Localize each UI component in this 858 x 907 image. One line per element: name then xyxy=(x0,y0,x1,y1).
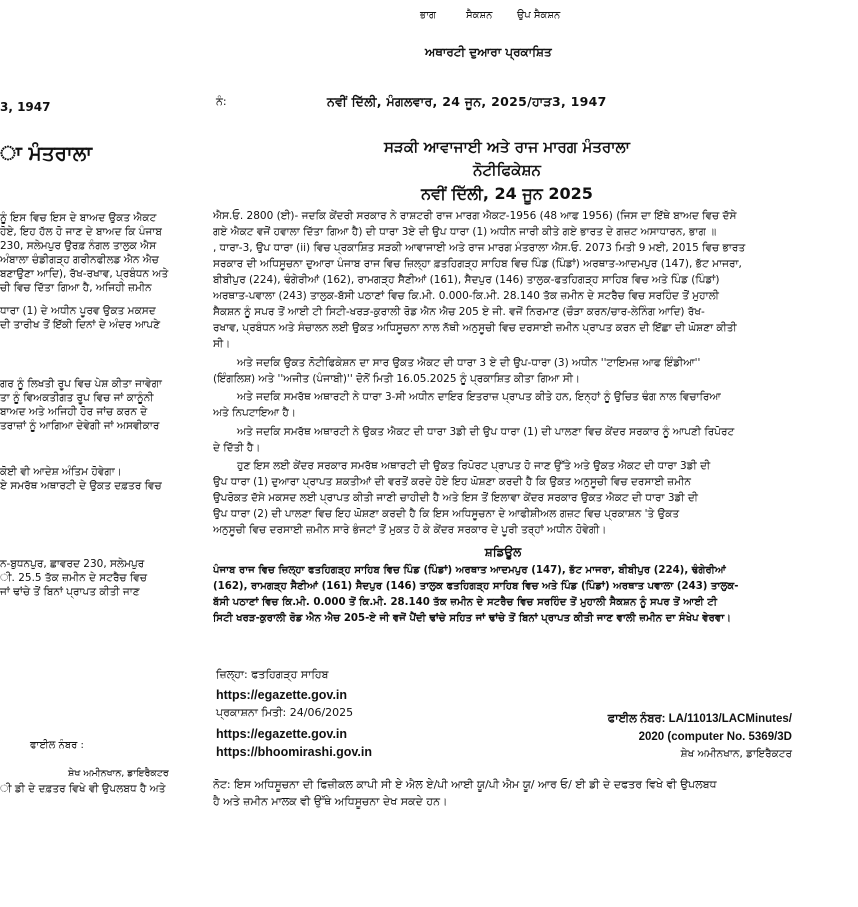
left-year: 3, 1947 xyxy=(0,100,51,114)
published-by: ਅਥਾਰਟੀ ਦੁਆਰਾ ਪ੍ਰਕਾਸ਼ਿਤ xyxy=(425,45,552,59)
left-bottom-fragment: ੀ ਡੀ ਦੇ ਦਫ਼ਤਰ ਵਿਖੇ ਵੀ ਉਪਲਬਧ ਹੈ ਅਤੇ xyxy=(0,783,166,795)
left-text-block-3: ਗਰ ਨੂੰ ਲਿਖਤੀ ਰੂਪ ਵਿਚ ਪੇਸ਼ ਕੀਤਾ ਜਾਵੇਗਾ ਤਾ ਨੂੰ ਵਿਅਕਤੀਗਤ ਰੂਪ ਵਿਚ ਜਾਂ ਕਾਨੂੰਨੀ ਬਾਅਦ ਅਤੇ ਅਜਿਹੀ ਹੋਰ ਜਾਂਚ ਕਰਨ ਦੇ ਤਰਾਜ਼ਾਂ ਨੂੰ ਆਗਿਆ ਦੇਵੇਗੀ ਜਾਂ ਅਸਵੀਕਾਰ xyxy=(0,378,162,432)
bhoomirashi-link[interactable]: https://bhoomirashi.gov.in xyxy=(216,745,373,759)
notice-paragraph-2: ਅਤੇ ਜਦਕਿ ਉਕਤ ਨੋਟੀਫਿਕੇਸ਼ਨ ਦਾ ਸਾਰ ਉਕਤ ਐਕਟ ਦੀ ਧਾਰਾ 3 ਏ ਦੀ ਉਪ-ਧਾਰਾ (3) ਅਧੀਨ ''ਟਾਇਮਜ਼ ਆਫ ਇੰਡੀਆ'' (ਇੰਗਲਿਸ਼) ਅਤੇ ''ਅਜੀਤ (ਪੰਜਾਬੀ)'' ਦੋਨੋਂ ਮਿਤੀ 16.05.2025 ਨੂੰ ਪ੍ਰਕਾਸ਼ਿਤ ਕੀਤਾ ਗਿਆ ਸੀ। xyxy=(213,357,701,385)
schedule-text: ਪੰਜਾਬ ਰਾਜ ਵਿਚ ਜ਼ਿਲ੍ਹਾ ਫਤਹਿਗੜ੍ਹ ਸਾਹਿਬ ਵਿਚ ਪਿੰਡ (ਪਿੰਡਾਂ) ਅਰਥਾਤ ਆਦਮਪੁਰ (147), ਭੱਟ ਮਾਜਰਾ, ਬੀਬੀਪੁਰ (224), ਢੰਗੇਰੀਆਂ (162), ਰਾਮਗੜ੍ਹ ਸੈਣੀਆਂ (161) ਸੈਦਪੁਰ (146) ਤਾਲੁਕ ਫਤਹਿਗੜ੍ਹ ਸਾਹਿਬ ਵਿਚ ਅਤੇ ਪਿੰਡ (ਪਿੰਡਾਂ) ਅਰਥਾਤ ਪਵਾਲਾ (243) ਤਾਲੁਕ- ਬੱਸੀ ਪਠਾਣਾਂ ਵਿਚ ਕਿ.ਮੀ. 0.000 ਤੋਂ ਕਿ.ਮੀ. 28.140 ਤੱਕ ਜ਼ਮੀਨ ਦੇ ਸਟਰੈਚ ਵਿਚ ਸਰਹਿੰਦ ਤੋਂ ਮੁਹਾਲੀ ਸੈਕਸ਼ਨ ਨੂੰ ਸਪਰ ਤੋਂ ਆਈ ਟੀ ਸਿਟੀ ਖਰੜ-ਕੁਰਾਲੀ ਰੋਡ ਐਨ ਐਚ 205-ਏ ਜੀ ਵਜੋਂ ਪੈਂਦੀ ਢਾਂਚੇ ਸਹਿਤ ਜਾਂ ਢਾਂਚੇ ਤੋਂ ਬਿਨਾਂ ਪ੍ਰਾਪਤ ਕੀਤੀ ਜਾਣ ਵਾਲੀ ਜ਼ਮੀਨ ਦਾ ਸੰਖੇਪ ਵੇਰਵਾ। xyxy=(213,565,739,624)
left-text-block-1: ਨੂੰ ਇਸ ਵਿਚ ਇਸ ਦੇ ਬਾਅਦ ਉਕਤ ਐਕਟ ਹੋਏ, ਇਹ ਹੱਲ ਹੋ ਜਾਣ ਦੇ ਬਾਅਦ ਕਿ ਪੰਜਾਬ 230, ਸਲੇਮਪੁਰ ਉਰਫ਼ ਨੰਗਲ ਤਾਲੁਕ ਐਸ ਅੰਬਾਲਾ ਚੰਡੀਗੜ੍ਹ ਗਰੀਨਫੀਲਡ ਐਨ ਐਚ ਬਣਾਉਣਾ ਆਦਿ), ਰੱਖ-ਰਖਾਵ, ਪ੍ਰਬੰਧਨ ਅਤੇ ਚੀ ਵਿਚ ਦਿੱਤਾ ਗਿਆ ਹੈ, ਅਜਿਹੀ ਜ਼ਮੀਨ xyxy=(0,212,169,294)
number-label: ਨੰ: xyxy=(216,95,227,108)
notice-ministry: ਸੜਕੀ ਆਵਾਜਾਈ ਅਤੇ ਰਾਜ ਮਾਰਗ ਮੰਤਰਾਲਾ xyxy=(384,138,630,156)
notice-paragraph-1: ਐਸ.ਓ. 2800 (ਈ)- ਜਦਕਿ ਕੇਂਦਰੀ ਸਰਕਾਰ ਨੇ ਰਾਸ਼ਟਰੀ ਰਾਜ ਮਾਰਗ ਐਕਟ-1956 (48 ਆਫ 1956) (ਜਿਸ ਦਾ ਇੱਥੇ ਬਾਅਦ ਵਿਚ ਦੱਸੇ ਗਏ ਐਕਟ ਵਜੋਂ ਹਵਾਲਾ ਦਿੱਤਾ ਗਿਆ ਹੈ) ਦੀ ਧਾਰਾ 3ਏ ਦੀ ਉਪ ਧਾਰਾ (1) ਅਧੀਨ ਜਾਰੀ ਕੀਤੇ ਗਏ ਭਾਰਤ ਦੇ ਗਜ਼ਟ ਅਸਾਧਾਰਨ, ਭਾਗ ॥ , ਧਾਰਾ-3, ਉਪ ਧਾਰਾ (ii) ਵਿਚ ਪ੍ਰਕਾਸ਼ਿਤ ਸੜਕੀ ਆਵਾਜਾਈ ਅਤੇ ਰਾਜ ਮਾਰਗ ਮੰਤਰਾਲਾ ਐਸ.ਓ. 2073 ਮਿਤੀ 9 ਮਈ, 2015 ਵਿਚ ਭਾਰਤ ਸਰਕਾਰ ਦੀ ਅਧਿਸੂਚਨਾ ਦੁਆਰਾ ਪੰਜਾਬ ਰਾਜ ਵਿਚ ਜ਼ਿਲ੍ਹਾ ਫ਼ਤਹਿਗੜ੍ਹ ਸਾਹਿਬ ਵਿਚ ਪਿੰਡ (ਪਿੰਡਾਂ) ਅਰਥਾਤ-ਆਦਮਪੁਰ (147), ਭੱਟ ਮਾਜਰਾ, ਬੀਬੀਪੁਰ (224), ਢੰਗੇਰੀਆਂ (162), ਰਾਮਗੜ੍ਹ ਸੈਣੀਆਂ (161), ਸੈਦਪੁਰ (146) ਤਾਲੁਕ-ਫਤਹਿਗੜ੍ਹ ਸਾਹਿਬ ਵਿਚ ਅਤੇ ਪਿੰਡ (ਪਿੰਡਾਂ) ਅਰਥਾਤ-ਪਵਾਲਾ (243) ਤਾਲੁਕ-ਬੱਸੀ ਪਠਾਣਾਂ ਵਿਚ ਕਿ.ਮੀ. 0.000-ਕਿ.ਮੀ. 28.140 ਤੱਕ ਜ਼ਮੀਨ ਦੇ ਸਟਰੈਚ ਵਿਚ ਸਰਹਿੰਦ ਤੋਂ ਮੁਹਾਲੀ ਸੈਕਸ਼ਨ ਨੂੰ ਸਪਰ ਤੋਂ ਆਈ ਟੀ ਸਿਟੀ-ਖਰੜ-ਕੁਰਾਲੀ ਰੋਡ ਐਨ ਐਚ 205 ਏ ਜੀ. ਵਜੋਂ ਨਿਰਮਾਣ (ਚੌੜਾ ਕਰਨ/ਚਾਰ-ਲੇਨਿੰਗ ਆਦਿ) ਰੱਖ- ਰਖਾਵ, ਪ੍ਰਬੰਧਨ ਅਤੇ ਸੰਚਾਲਨ ਲਈ ਉਕਤ ਅਧਿਸੂਚਨਾ ਨਾਲ ਨੱਥੀ ਅਨੁਸੂਚੀ ਵਿਚ ਦਰਸਾਈ ਜ਼ਮੀਨ ਪ੍ਰਾਪਤ ਕਰਨ ਦੀ ਇੱਛਾ ਦੀ ਘੋਸ਼ਣਾ ਕੀਤੀ ਸੀ। xyxy=(213,210,746,350)
notice-place-date: ਨਵੀਂ ਦਿੱਲੀ, 24 ਜੂਨ 2025 xyxy=(421,184,593,203)
left-text-block-4: ਕੋਈ ਵੀ ਆਦੇਸ਼ ਅੰਤਿਮ ਹੋਵੇਗਾ। ਏ ਸਮਰੱਥ ਅਥਾਰਟੀ ਦੇ ਉਕਤ ਦਫ਼ਤਰ ਵਿਚ xyxy=(0,466,162,492)
footnote: ਨੋਟ: ਇਸ ਅਧਿਸੂਚਨਾ ਦੀ ਫਿਜ਼ੀਕਲ ਕਾਪੀ ਸੀ ਏ ਐਲ ਏ/ਪੀ ਆਈ ਯੂ/ਪੀ ਐਮ ਯੂ/ ਆਰ ਓ/ ਈ ਡੀ ਦੇ ਦਫਤਰ ਵਿਖੇ ਵੀ ਉਪਲਬਧ ਹੈ ਅਤੇ ਜ਼ਮੀਨ ਮਾਲਕ ਵੀ ਉੱਥੇ ਅਧਿਸੂਚਨਾ ਦੇਖ ਸਕਦੇ ਹਨ। xyxy=(213,778,717,808)
file-number-line-2: 2020 (computer No. 5369/3D xyxy=(638,731,792,743)
file-number-line-1: ਫਾਈਲ ਨੰਬਰ: LA/11013/LACMinutes/ xyxy=(607,713,792,725)
left-file-label: ਫਾਈਲ ਨੰਬਰ : xyxy=(30,740,84,751)
issue-date-line: ਨਵੀਂ ਦਿੱਲੀ, ਮੰਗਲਵਾਰ, 24 ਜੂਨ, 2025/ਹਾੜ3, 1947 xyxy=(327,94,607,109)
publication-date: ਪ੍ਰਕਾਸ਼ਨਾ ਮਿਤੀ: 24/06/2025 xyxy=(216,706,354,719)
left-signer: ਸ਼ੇਖ ਅਮੀਨਖਾਨ, ਡਾਇਰੈਕਟਰ xyxy=(68,768,169,779)
header-section: ਸੈਕਸ਼ਨ xyxy=(466,10,493,21)
district-label: ਜ਼ਿਲ੍ਹਾ: ਫਤਹਿਗੜ੍ਹ ਸਾਹਿਬ xyxy=(216,668,329,681)
egazette-link-1[interactable]: https://egazette.gov.in xyxy=(216,688,348,702)
left-ministry-title: ਾ ਮੰਤਰਾਲਾ xyxy=(0,141,93,165)
header-part: ਭਾਗ xyxy=(420,10,436,21)
schedule-heading: ਸ਼ਡਿਊਲ xyxy=(484,545,522,559)
header-subsection: ਉਪ ਸੈਕਸ਼ਨ xyxy=(517,10,561,21)
notice-title: ਨੋਟੀਫਿਕੇਸ਼ਨ xyxy=(473,161,541,179)
notice-paragraph-4: ਅਤੇ ਜਦਕਿ ਸਮਰੱਥ ਅਥਾਰਟੀ ਨੇ ਉਕਤ ਐਕਟ ਦੀ ਧਾਰਾ 3ਡੀ ਦੀ ਉਪ ਧਾਰਾ (1) ਦੀ ਪਾਲਣਾ ਵਿਚ ਕੇਂਦਰ ਸਰਕਾਰ ਨੂੰ ਆਪਣੀ ਰਿਪੋਰਟ ਦੇ ਦਿੱਤੀ ਹੈ। xyxy=(213,426,735,454)
notice-paragraph-3: ਅਤੇ ਜਦਕਿ ਸਮਰੱਥ ਅਥਾਰਟੀ ਨੇ ਧਾਰਾ 3-ਸੀ ਅਧੀਨ ਦਾਇਰ ਇਤਰਾਜ਼ ਪ੍ਰਾਪਤ ਕੀਤੇ ਹਨ, ਇਨ੍ਹਾਂ ਨੂੰ ਉਚਿਤ ਢੰਗ ਨਾਲ ਵਿਚਾਰਿਆ ਅਤੇ ਨਿਪਟਾਇਆ ਹੈ। xyxy=(213,391,721,419)
notice-paragraph-5: ਹੁਣ ਇਸ ਲਈ ਕੇਂਦਰ ਸਰਕਾਰ ਸਮਰੱਥ ਅਥਾਰਟੀ ਦੀ ਉਕਤ ਰਿਪੋਰਟ ਪ੍ਰਾਪਤ ਹੋ ਜਾਣ ਉੱਤੇ ਅਤੇ ਉਕਤ ਐਕਟ ਦੀ ਧਾਰਾ 3ਡੀ ਦੀ ਉਪ ਧਾਰਾ (1) ਦੁਆਰਾ ਪ੍ਰਾਪਤ ਸ਼ਕਤੀਆਂ ਦੀ ਵਰਤੋਂ ਕਰਦੇ ਹੋਏ ਇਹ ਘੋਸ਼ਣਾ ਕਰਦੀ ਹੈ ਕਿ ਉਕਤ ਅਨੁਸੂਚੀ ਵਿਚ ਦਰਸਾਈ ਜ਼ਮੀਨ ਉਪਰੋਕਤ ਦੱਸੇ ਮਕਸਦ ਲਈ ਪ੍ਰਾਪਤ ਕੀਤੀ ਜਾਣੀ ਚਾਹੀਦੀ ਹੈ ਅਤੇ ਇਸ ਤੋਂ ਇਲਾਵਾ ਕੇਂਦਰ ਸਰਕਾਰ ਉਕਤ ਐਕਟ ਦੀ ਧਾਰਾ 3ਡੀ ਦੀ ਉਪ ਧਾਰਾ (2) ਦੀ ਪਾਲਣਾ ਵਿਚ ਇਹ ਘੋਸ਼ਣਾ ਕਰਦੀ ਹੈ ਕਿ ਇਸ ਅਧਿਸੂਚਨਾ ਦੇ ਆਫੀਸ਼ੀਅਲ ਗਜ਼ਟ ਵਿਚ ਪ੍ਰਕਾਸ਼ਨ 'ਤੇ ਉਕਤ ਅਨੁਸੂਚੀ ਵਿਚ ਦਰਸਾਈ ਜ਼ਮੀਨ ਸਾਰੇ ਭੰਜਟਾਂ ਤੋਂ ਮੁਕਤ ਹੋ ਕੇ ਕੇਂਦਰ ਸਰਕਾਰ ਦੇ ਪੂਰੀ ਤਰ੍ਹਾਂ ਅਧੀਨ ਹੋਵੇਗੀ। xyxy=(213,460,711,536)
signer-name: ਸ਼ੇਖ ਅਮੀਨਖਾਨ, ਡਾਇਰੈਕਟਰ xyxy=(680,748,792,760)
egazette-link-2[interactable]: https://egazette.gov.in xyxy=(216,727,348,741)
left-text-block-5: ਨ-ਬੁਧਨਪੁਰ, ਛਾਵਰਦ 230, ਸਲੇਮਪੁਰ ੀ. 25.5 ਤੱਕ ਜ਼ਮੀਨ ਦੇ ਸਟਰੈਚ ਵਿਚ ਜਾਂ ਢਾਂਚੇ ਤੋਂ ਬਿਨਾਂ ਪ੍ਰਾਪਤ ਕੀਤੀ ਜਾਣ xyxy=(0,558,147,598)
left-text-block-2: ਧਾਰਾ (1) ਦੇ ਅਧੀਨ ਪੂਰਵ ਉਕਤ ਮਕਸਦ ਦੀ ਤਾਰੀਖ ਤੋਂ ਇੱਕੀ ਦਿਨਾਂ ਦੇ ਅੰਦਰ ਆਪਣੇ xyxy=(0,305,161,331)
